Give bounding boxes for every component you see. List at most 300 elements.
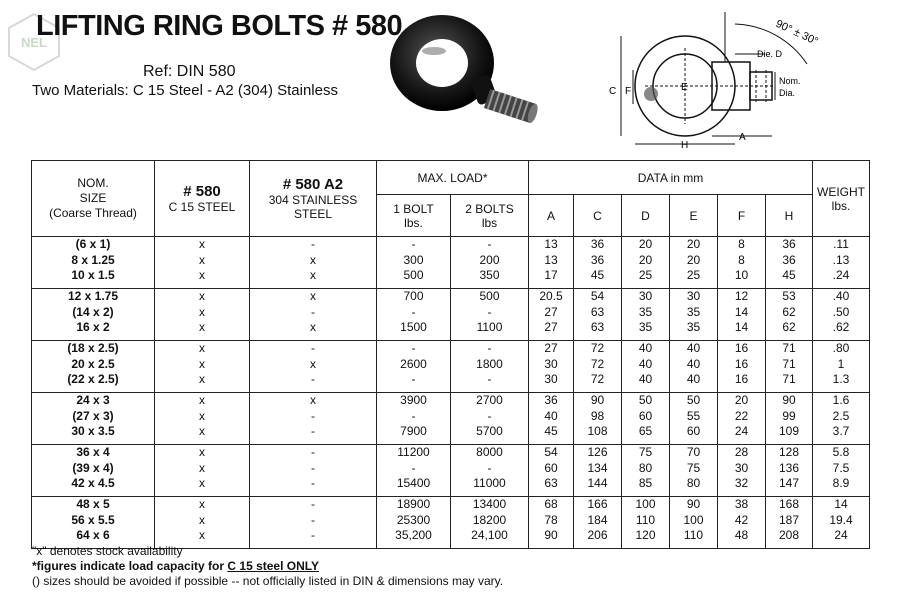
cell-weight: [813, 497, 870, 549]
cell-value: 42 x 4.5: [71, 476, 115, 491]
cell-value: 56 x 5.5: [71, 512, 115, 527]
cell-value: 25: [686, 268, 701, 283]
cell-value: -: [311, 237, 315, 251]
cell-value: -: [311, 372, 315, 387]
cell-value: 30: [734, 460, 749, 475]
cell-value: 110: [635, 512, 656, 527]
cell-value: 17: [544, 268, 558, 283]
cell-value: 110: [683, 528, 704, 543]
cell-value: -: [411, 372, 416, 387]
cell-value: x: [310, 393, 316, 407]
cell-value: x: [199, 356, 205, 371]
cell-weight: [813, 393, 870, 445]
cell-value: 8.9: [832, 476, 850, 491]
cell-value: 16: [734, 356, 749, 371]
cell-value: 80: [686, 476, 701, 491]
cell-e: [670, 237, 718, 289]
cell-value: 5700: [476, 424, 503, 439]
cell-value: 200: [479, 252, 500, 267]
cell-c: [574, 289, 622, 341]
cell-value: -: [411, 304, 416, 319]
header-580: # 580 C 15 STEEL: [155, 161, 250, 237]
cell-c580: [155, 393, 250, 445]
cell-value: x: [310, 289, 316, 303]
cell-value: 166: [587, 497, 608, 511]
cell-value: 10: [734, 268, 749, 283]
cell-value: .80: [832, 341, 850, 355]
cell-value: 20: [686, 237, 701, 251]
spec-table: [31, 160, 870, 549]
cell-value: 3900: [400, 393, 427, 407]
cell-value: x: [199, 497, 205, 511]
cell-value: 184: [587, 512, 608, 527]
cell-value: -: [487, 341, 492, 355]
cell-value: 1.6: [832, 393, 850, 407]
cell-value: 20.5: [539, 289, 563, 303]
cell-value: x: [199, 460, 205, 475]
footnotes: [32, 544, 503, 589]
dimension-diagram: [585, 4, 835, 152]
table-row-group: [32, 341, 870, 393]
cell-value: 30: [638, 289, 653, 303]
cell-value: 40: [544, 408, 558, 423]
cell-value: 136: [778, 460, 800, 475]
cell-value: 13: [544, 252, 558, 267]
cell-one_bolt: [377, 289, 451, 341]
cell-value: 16 x 2: [76, 320, 110, 335]
cell-value: -: [311, 528, 315, 543]
cell-a2: [250, 445, 377, 497]
cell-value: 168: [778, 497, 800, 511]
cell-one_bolt: [377, 341, 451, 393]
cell-value: 99: [782, 408, 796, 423]
svg-text:NEL: NEL: [21, 35, 47, 50]
cell-value: 98: [590, 408, 605, 423]
cell-value: x: [310, 320, 316, 335]
cell-value: 2.5: [832, 408, 850, 423]
cell-value: .62: [832, 320, 850, 335]
cell-value: 134: [587, 460, 608, 475]
cell-h: [766, 341, 813, 393]
cell-value: 18900: [396, 497, 431, 511]
cell-a2: [250, 289, 377, 341]
cell-value: (22 x 2.5): [67, 372, 119, 387]
cell-c580: [155, 497, 250, 549]
materials-line: Two Materials: C 15 Steel - A2 (304) Stainless: [32, 82, 338, 99]
cell-value: 36: [590, 237, 605, 251]
cell-value: 36: [782, 252, 796, 267]
cell-size: [32, 237, 155, 289]
cell-a: [529, 341, 574, 393]
cell-value: 90: [590, 393, 605, 407]
cell-c: [574, 497, 622, 549]
cell-f: [718, 237, 766, 289]
a-label: A: [739, 132, 746, 143]
cell-c580: [155, 445, 250, 497]
cell-e: [670, 289, 718, 341]
cell-value: 22: [734, 408, 749, 423]
cell-h: [766, 497, 813, 549]
cell-value: -: [411, 341, 416, 355]
cell-f: [718, 341, 766, 393]
cell-weight: [813, 289, 870, 341]
cell-h: [766, 237, 813, 289]
c-label: C: [609, 86, 617, 97]
cell-value: 8: [738, 237, 745, 251]
cell-value: 75: [686, 460, 701, 475]
cell-c580: [155, 237, 250, 289]
cell-value: 72: [590, 341, 605, 355]
cell-value: 20: [638, 252, 653, 267]
cell-size: [32, 393, 155, 445]
cell-value: x: [199, 476, 205, 491]
cell-value: 8: [738, 252, 745, 267]
cell-c: [574, 445, 622, 497]
header-col-h: H: [766, 195, 813, 237]
table-row-group: [32, 237, 870, 289]
cell-value: 36: [782, 237, 796, 251]
cell-value: 36: [590, 252, 605, 267]
cell-value: 60: [686, 424, 701, 439]
cell-value: 62: [782, 320, 796, 335]
cell-value: -: [411, 408, 416, 423]
cell-value: 68: [544, 497, 558, 511]
header-580-a2: # 580 A2 304 STAINLESS STEEL: [250, 161, 377, 237]
cell-size: [32, 497, 155, 549]
reference-standard: Ref: DIN 580: [143, 63, 236, 80]
cell-h: [766, 289, 813, 341]
cell-two_bolts: [451, 497, 529, 549]
cell-value: x: [199, 268, 205, 283]
cell-value: 50: [686, 393, 701, 407]
cell-value: 24: [734, 424, 749, 439]
cell-a: [529, 497, 574, 549]
cell-value: (39 x 4): [72, 460, 114, 475]
cell-value: 120: [635, 528, 656, 543]
cell-value: 63: [590, 320, 605, 335]
cell-value: x: [310, 356, 316, 371]
cell-value: 42: [734, 512, 749, 527]
cell-c580: [155, 289, 250, 341]
cell-value: 208: [778, 528, 800, 543]
cell-value: 40: [638, 341, 653, 355]
cell-value: 71: [782, 341, 796, 355]
cell-value: 13: [544, 237, 558, 251]
cell-value: .50: [832, 304, 850, 319]
cell-value: 45: [782, 268, 796, 283]
cell-value: x: [199, 237, 205, 251]
cell-value: 8 x 1.25: [71, 252, 115, 267]
header-col-a: A: [529, 195, 574, 237]
cell-one_bolt: [377, 237, 451, 289]
cell-value: 85: [638, 476, 653, 491]
die-d-label: Die. D: [757, 49, 783, 59]
header-data-mm: DATA in mm: [529, 161, 813, 195]
cell-value: 24: [834, 528, 848, 543]
cell-value: 7900: [400, 424, 427, 439]
note-sizes: () sizes should be avoided if possible -- not officially listed in DIN & dimensions may vary.: [32, 574, 504, 588]
cell-value: 1: [837, 356, 845, 371]
cell-one_bolt: [377, 497, 451, 549]
cell-value: 12 x 1.75: [67, 289, 119, 303]
cell-value: 10 x 1.5: [71, 268, 115, 283]
cell-value: 500: [479, 289, 500, 303]
cell-value: -: [487, 408, 492, 423]
cell-value: 109: [778, 424, 800, 439]
cell-value: 48 x 5: [76, 497, 110, 511]
cell-value: 2600: [400, 356, 427, 371]
cell-value: 63: [590, 304, 605, 319]
nom-label: Nom.: [779, 76, 801, 86]
cell-value: x: [199, 320, 205, 335]
angle-label: 90° ± 30°: [773, 17, 820, 48]
cell-value: .11: [833, 237, 849, 251]
f-label: F: [625, 86, 632, 97]
cell-value: .40: [832, 289, 850, 303]
cell-value: 72: [590, 372, 605, 387]
cell-d: [622, 445, 670, 497]
cell-value: 53: [782, 289, 796, 303]
cell-value: 128: [778, 445, 800, 459]
cell-value: -: [311, 424, 315, 439]
cell-value: 8000: [476, 445, 503, 459]
cell-one_bolt: [377, 393, 451, 445]
cell-value: -: [487, 237, 492, 251]
cell-value: x: [199, 304, 205, 319]
cell-h: [766, 445, 813, 497]
cell-value: .13: [832, 252, 850, 267]
cell-value: (14 x 2): [72, 304, 114, 319]
cell-value: 27: [544, 304, 558, 319]
cell-value: 14: [834, 497, 848, 511]
cell-value: 38: [734, 497, 749, 511]
cell-c: [574, 237, 622, 289]
cell-value: 1500: [400, 320, 427, 335]
table-row-group: [32, 497, 870, 549]
cell-value: x: [199, 528, 205, 543]
cell-two_bolts: [451, 393, 529, 445]
cell-value: 54: [590, 289, 605, 303]
cell-value: 55: [686, 408, 701, 423]
cell-size: [32, 289, 155, 341]
cell-value: -: [487, 460, 492, 475]
header-2-bolts: 2 BOLTS lbs: [451, 195, 529, 237]
header-col-e: E: [670, 195, 718, 237]
cell-d: [622, 393, 670, 445]
cell-value: .24: [832, 268, 850, 283]
cell-value: 35: [638, 320, 653, 335]
cell-value: 63: [544, 476, 558, 491]
cell-value: 7.5: [832, 460, 850, 475]
cell-value: 24 x 3: [76, 393, 110, 407]
cell-value: x: [199, 424, 205, 439]
header-weight: WEIGHT lbs.: [813, 161, 870, 237]
cell-value: 75: [638, 445, 653, 459]
cell-value: 40: [686, 341, 701, 355]
cell-h: [766, 393, 813, 445]
cell-d: [622, 289, 670, 341]
cell-a2: [250, 341, 377, 393]
cell-value: 15400: [396, 476, 431, 491]
cell-value: 40: [638, 372, 653, 387]
cell-value: 20: [734, 393, 749, 407]
cell-value: 3.7: [832, 424, 850, 439]
cell-value: x: [199, 445, 205, 459]
cell-two_bolts: [451, 237, 529, 289]
cell-one_bolt: [377, 445, 451, 497]
cell-value: 71: [782, 372, 796, 387]
note-stock: "x" denotes stock availability: [32, 544, 183, 558]
cell-value: x: [199, 408, 205, 423]
table-row-group: [32, 445, 870, 497]
cell-c580: [155, 341, 250, 393]
cell-value: 25300: [396, 512, 431, 527]
cell-value: 14: [734, 320, 749, 335]
page-title: LIFTING RING BOLTS # 580: [36, 10, 403, 42]
cell-e: [670, 393, 718, 445]
cell-a: [529, 393, 574, 445]
header-col-c: C: [574, 195, 622, 237]
cell-value: 20: [686, 252, 701, 267]
cell-value: x: [199, 393, 205, 407]
cell-weight: [813, 445, 870, 497]
cell-value: 32: [734, 476, 749, 491]
cell-value: -: [311, 476, 315, 491]
cell-value: 187: [778, 512, 800, 527]
cell-value: 35,200: [395, 528, 432, 543]
cell-value: 24,100: [471, 528, 508, 543]
cell-value: 60: [638, 408, 653, 423]
cell-value: 206: [587, 528, 608, 543]
cell-a: [529, 289, 574, 341]
cell-value: 16: [734, 341, 749, 355]
cell-value: 144: [587, 476, 608, 491]
cell-value: 11000: [473, 476, 506, 491]
header-nom-size: NOM. SIZE (Coarse Thread): [32, 161, 155, 237]
cell-value: 36: [544, 393, 558, 407]
cell-value: 45: [590, 268, 605, 283]
cell-value: 28: [734, 445, 749, 459]
cell-value: 1.3: [832, 372, 850, 387]
cell-value: 80: [638, 460, 653, 475]
cell-value: 5.8: [832, 445, 850, 459]
cell-value: 14: [734, 304, 749, 319]
cell-value: 64 x 6: [76, 528, 110, 543]
table-row-group: [32, 289, 870, 341]
cell-value: 19.4: [829, 512, 853, 527]
cell-value: (18 x 2.5): [67, 341, 119, 355]
cell-value: x: [310, 252, 316, 267]
cell-value: 40: [686, 372, 701, 387]
cell-value: 11200: [397, 445, 430, 459]
cell-weight: [813, 237, 870, 289]
cell-value: 36 x 4: [76, 445, 110, 459]
cell-value: -: [487, 304, 492, 319]
cell-value: 90: [782, 393, 796, 407]
cell-value: 16: [734, 372, 749, 387]
header-col-d: D: [622, 195, 670, 237]
cell-f: [718, 497, 766, 549]
cell-a: [529, 445, 574, 497]
cell-value: 30: [544, 356, 558, 371]
cell-value: 300: [403, 252, 424, 267]
cell-value: 100: [635, 497, 656, 511]
cell-value: 65: [638, 424, 653, 439]
cell-value: 40: [686, 356, 701, 371]
h-label: H: [681, 140, 689, 151]
cell-value: 1800: [476, 356, 503, 371]
cell-value: -: [311, 341, 315, 355]
cell-value: 20 x 2.5: [71, 356, 115, 371]
cell-value: 13400: [472, 497, 507, 511]
cell-value: 1100: [476, 320, 503, 335]
cell-value: -: [487, 372, 492, 387]
cell-value: 126: [587, 445, 608, 459]
dia-label: Dia.: [779, 88, 796, 98]
table-row-group: [32, 393, 870, 445]
cell-a2: [250, 237, 377, 289]
cell-weight: [813, 341, 870, 393]
cell-value: x: [199, 289, 205, 303]
cell-value: -: [311, 460, 315, 475]
cell-value: x: [199, 341, 205, 355]
cell-e: [670, 341, 718, 393]
cell-value: x: [199, 372, 205, 387]
cell-value: 54: [544, 445, 558, 459]
cell-two_bolts: [451, 289, 529, 341]
cell-value: 27: [544, 320, 558, 335]
cell-value: 30: [544, 372, 558, 387]
header-col-f: F: [718, 195, 766, 237]
cell-value: x: [199, 252, 205, 267]
cell-value: 27: [544, 341, 558, 355]
cell-value: 71: [782, 356, 796, 371]
cell-size: [32, 341, 155, 393]
cell-d: [622, 497, 670, 549]
cell-value: (6 x 1): [75, 237, 111, 251]
cell-value: 35: [638, 304, 653, 319]
spec-table-body: [32, 237, 870, 549]
cell-value: 78: [544, 512, 558, 527]
cell-value: 62: [782, 304, 796, 319]
cell-value: 30 x 3.5: [71, 424, 115, 439]
header-max-load: MAX. LOAD*: [377, 161, 529, 195]
cell-value: -: [311, 445, 315, 459]
cell-d: [622, 341, 670, 393]
cell-size: [32, 445, 155, 497]
cell-value: 90: [686, 497, 701, 511]
cell-value: (27 x 3): [72, 408, 114, 423]
cell-value: 500: [403, 268, 424, 283]
cell-value: 72: [590, 356, 605, 371]
cell-value: -: [411, 460, 416, 475]
eye-bolt-photo: [382, 5, 542, 135]
cell-value: 18200: [472, 512, 507, 527]
cell-value: -: [311, 304, 315, 319]
cell-e: [670, 497, 718, 549]
cell-value: 350: [479, 268, 500, 283]
cell-value: 108: [587, 424, 608, 439]
cell-value: -: [411, 237, 416, 251]
cell-value: 12: [734, 289, 749, 303]
e-label: E: [681, 82, 688, 93]
note-load: *figures indicate load capacity for C 15 steel ONLY: [32, 559, 319, 573]
cell-value: 25: [638, 268, 653, 283]
cell-a2: [250, 393, 377, 445]
cell-value: 147: [778, 476, 800, 491]
cell-value: x: [199, 512, 205, 527]
cell-e: [670, 445, 718, 497]
